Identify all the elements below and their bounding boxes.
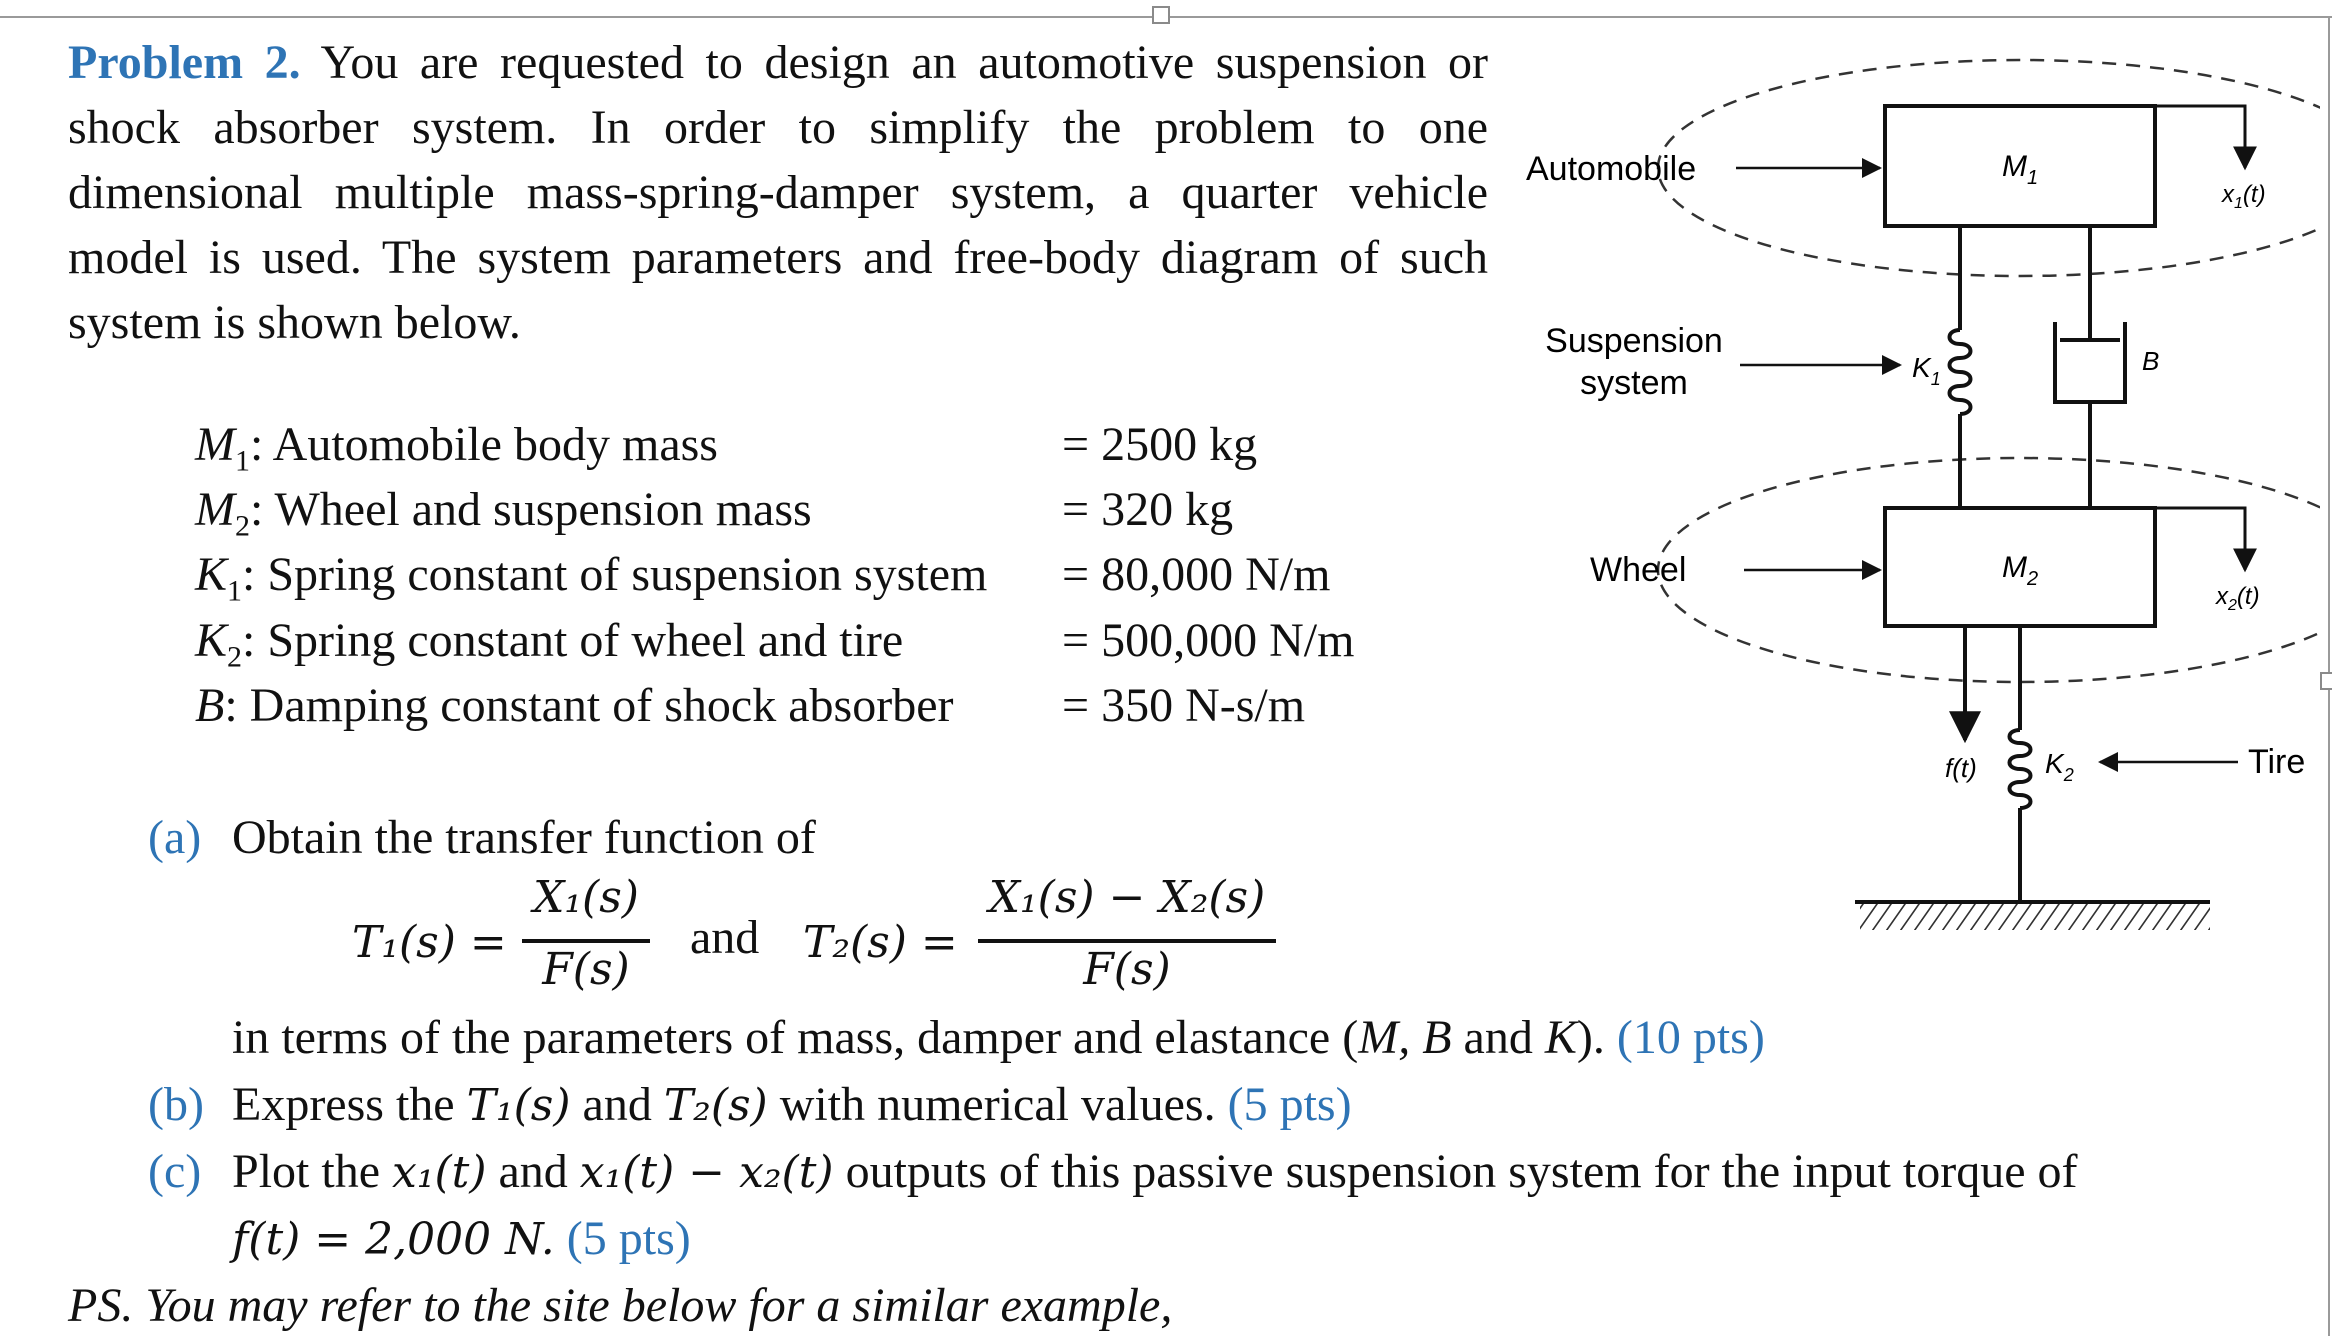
ground-hatch bbox=[1860, 904, 2210, 930]
param-b: B: Damping constant of shock absorber bbox=[195, 679, 954, 732]
question-c-force: f(t) = 2,000 N. (5 pts) bbox=[232, 1212, 691, 1265]
t2-lhs: T₂(s) = bbox=[803, 917, 958, 968]
question-a-points: (10 pts) bbox=[1616, 1011, 1765, 1064]
t2-numerator: X₁(s) − X₂(s) bbox=[988, 872, 1266, 923]
param-k1-value: = 80,000 N/m bbox=[1062, 548, 1331, 601]
t1-fraction-bar bbox=[522, 939, 650, 943]
question-a-label: (a) bbox=[148, 811, 202, 864]
param-b-value: = 350 N-s/m bbox=[1062, 679, 1306, 732]
m2-label: $M_2$ bbox=[2001, 551, 2039, 590]
param-k2: $K_2$: Spring constant of wheel and tire bbox=[195, 614, 904, 674]
x2-arrow bbox=[2155, 508, 2245, 570]
automobile-label: Automobile bbox=[1526, 150, 1697, 188]
param-m1-value: = 2500 kg bbox=[1062, 418, 1258, 471]
k2-label: $K_2$ bbox=[2045, 748, 2074, 785]
t2-fraction-bar bbox=[978, 939, 1276, 943]
param-k1: $K_1$: Spring constant of suspension system bbox=[195, 548, 988, 608]
t1-numerator: X₁(s) bbox=[533, 872, 639, 923]
question-a-terms: in terms of the parameters of mass, damper and elastance (M, B and K). (10 pts) bbox=[232, 1011, 1765, 1064]
param-k2-value: = 500,000 N/m bbox=[1062, 614, 1355, 667]
k1-label: $K_1$ bbox=[1912, 352, 1941, 389]
param-m1: $M_1$: Automobile body mass bbox=[195, 418, 718, 478]
question-a-text: Obtain the transfer function of bbox=[232, 811, 816, 864]
t1-lhs: T₁(s) = bbox=[352, 917, 507, 968]
quarter-vehicle-diagram bbox=[1500, 40, 2320, 970]
ps-note: PS. You may refer to the site below for a similar example, bbox=[68, 1279, 1173, 1332]
b-label: B bbox=[2142, 346, 2160, 376]
question-c-points: (5 pts) bbox=[566, 1212, 691, 1265]
tire-label: Tire bbox=[2248, 743, 2306, 781]
k2-spring bbox=[2010, 730, 2031, 808]
suspension-label-2: system bbox=[1580, 364, 1688, 402]
problem-label: Problem 2. bbox=[68, 36, 301, 89]
question-b-label: (b) bbox=[148, 1078, 204, 1131]
question-b-points: (5 pts) bbox=[1227, 1078, 1352, 1131]
problem-intro bbox=[68, 30, 1488, 355]
problem-intro-text: You are requested to design an automotive suspension or shock absorber system. In order to simplify the problem to one dimensional multiple mass-spring-damper system, a quarter vehicle model is used. The system parameters and free-body diagram of such system is shown below. bbox=[68, 36, 1488, 349]
ft-label: f(t) bbox=[1945, 753, 1977, 783]
suspension-label-1: Suspension bbox=[1545, 322, 1723, 360]
resize-handle-right[interactable] bbox=[2320, 672, 2332, 690]
question-c-text: Plot the x₁(t) and x₁(t) − x₂(t) outputs of this passive suspension system for the input torque of bbox=[232, 1145, 2078, 1198]
m1-label: $M_1$ bbox=[2001, 150, 2039, 189]
param-m2-value: = 320 kg bbox=[1062, 483, 1234, 536]
t2-denominator: F(s) bbox=[1083, 944, 1171, 995]
k1-spring bbox=[1950, 330, 1971, 414]
t1-denominator: F(s) bbox=[542, 944, 630, 995]
and-text: and bbox=[690, 911, 760, 964]
question-b-text: Express the T₁(s) and T₂(s) with numerical values. (5 pts) bbox=[232, 1078, 1352, 1131]
resize-handle-top[interactable] bbox=[1152, 6, 1170, 24]
x1-label: $x_1(t)$ bbox=[2222, 181, 2266, 212]
x1-arrow bbox=[2155, 106, 2245, 168]
x2-label: $x_2(t)$ bbox=[2216, 583, 2260, 614]
wheel-label: Wheel bbox=[1590, 551, 1687, 589]
question-c-label: (c) bbox=[148, 1145, 202, 1198]
param-m2: $M_2$: Wheel and suspension mass bbox=[195, 483, 812, 543]
